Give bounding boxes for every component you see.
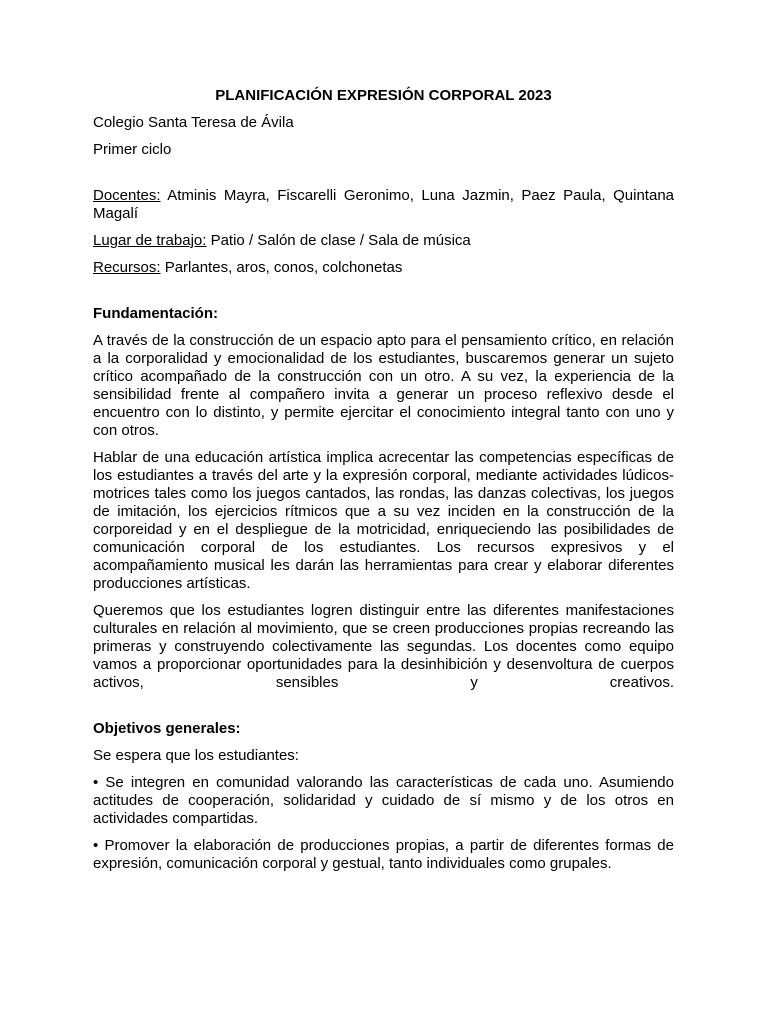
workplace-label: Lugar de trabajo: xyxy=(93,232,207,249)
objetivos-heading: Objetivos generales: xyxy=(93,720,241,737)
workplace-value: Patio / Salón de clase / Sala de música xyxy=(206,232,471,249)
objetivo-item-1: • Se integren en comunidad valorando las características de cada uno. Asumiendo actitudes de cooperación, solidaridad y cuidado de sí mismo y de los otros en actividades compartidas. xyxy=(93,774,674,827)
teachers-value: Atminis Mayra, Fiscarelli Geronimo, Luna Jazmin, Paez Paula, Quintana Magalí xyxy=(93,187,674,222)
resources-value: Parlantes, aros, conos, colchonetas xyxy=(160,259,403,276)
workplace-line xyxy=(93,232,674,250)
fundamentacion-paragraph-3: Queremos que los estudiantes logren distinguir entre las diferentes manifestaciones culturales en relación al movimiento, que se creen producciones propias recreando las primeras y construyendo colectivamente las segundas. Los docentes como equipo vamos a proporcionar oportunidades para la desinhibición y desenvoltura de cuerpos activos, sensibles y creativos. xyxy=(93,602,674,691)
fundamentacion-heading: Fundamentación: xyxy=(93,305,219,322)
fundamentacion-paragraph-1: A través de la construcción de un espacio apto para el pensamiento crítico, en relación a la corporalidad y emocionalidad de los estudiantes, buscaremos generar un sujeto crítico acompañado de la construcción con un otro. A su vez, la experiencia de la sensibilidad frente al compañero invita a generar un proceso reflexivo desde el encuentro con lo distinto, y permite ejercitar el conocimiento integral tanto con uno y con otros. xyxy=(93,332,674,439)
fundamentacion-paragraph-2: Hablar de una educación artística implica acrecentar las competencias específicas de los estudiantes a través del arte y la expresión corporal, mediante actividades lúdicos-motrices tales como los juegos cantados, las rondas, las danzas colectivas, los juegos de imitación, los ejercicios rítmicos que a su vez inciden en la construcción de la corporeidad y en el despliegue de la motricidad, enriqueciendo las posibilidades de comunicación corporal de los estudiantes. Los recursos expresivos y el acompañamiento musical les darán las herramientas para crear y elaborar diferentes producciones artísticas. xyxy=(93,449,674,592)
school-name: Colegio Santa Teresa de Ávila xyxy=(93,114,294,131)
objetivos-intro: Se espera que los estudiantes: xyxy=(93,747,299,764)
teachers-line xyxy=(93,187,674,223)
teachers-label: Docentes: xyxy=(93,187,161,204)
objetivo-item-2: • Promover la elaboración de producciones propias, a partir de diferentes formas de expresión, comunicación corporal y gestual, tanto individuales como grupales. xyxy=(93,837,674,872)
cycle-label: Primer ciclo xyxy=(93,141,172,158)
resources-label: Recursos: xyxy=(93,259,161,276)
document-title: PLANIFICACIÓN EXPRESIÓN CORPORAL 2023 xyxy=(215,87,552,104)
document-page xyxy=(93,86,674,882)
resources-line xyxy=(93,259,674,277)
